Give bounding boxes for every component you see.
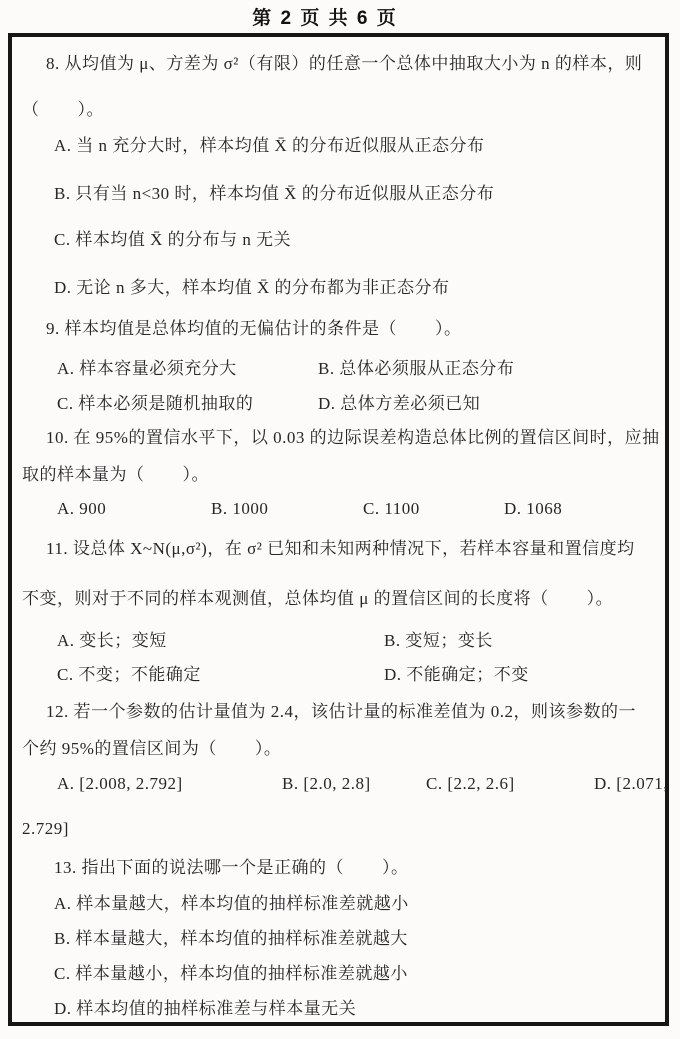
question-12-options-row bbox=[12, 772, 668, 796]
question-9-stem: 9. 样本均值是总体均值的无偏估计的条件是（ ）。 bbox=[46, 319, 462, 338]
question-9-option-b: B. 总体必须服从正态分布 bbox=[318, 359, 515, 378]
exam-frame-border bbox=[8, 33, 669, 1026]
question-11-option-d: D. 不能确定；不变 bbox=[384, 665, 529, 684]
question-12-stem-line-1: 12. 若一个参数的估计量值为 2.4，该估计量的标准差值为 0.2，则该参数的一 bbox=[46, 702, 636, 721]
question-10-options-row bbox=[12, 497, 665, 521]
question-10-option-b: B. 1000 bbox=[211, 499, 269, 518]
question-11-option-b: B. 变短；变长 bbox=[384, 631, 493, 650]
question-10-option-a: A. 900 bbox=[57, 499, 107, 518]
page-number-header: 第 2 页 共 6 页 bbox=[252, 8, 398, 29]
question-10-option-d: D. 1068 bbox=[504, 499, 563, 518]
question-10-option-c: C. 1100 bbox=[363, 499, 420, 518]
question-12-stem-line-2: 个约 95%的置信区间为（ ）。 bbox=[22, 739, 282, 758]
question-11-stem-line-1: 11. 设总体 X~N(μ,σ²)，在 σ² 已知和未知两种情况下，若样本容量和置信度均 bbox=[46, 539, 635, 558]
question-8-option-b: B. 只有当 n<30 时，样本均值 X̄ 的分布近似服从正态分布 bbox=[54, 184, 495, 203]
question-9-options-row-1 bbox=[12, 357, 665, 381]
question-13-option-b: B. 样本量越大，样本均值的抽样标准差就越大 bbox=[54, 929, 408, 948]
question-8-option-a: A. 当 n 充分大时，样本均值 X̄ 的分布近似服从正态分布 bbox=[54, 136, 485, 155]
question-12-option-b: B. [2.0, 2.8] bbox=[282, 774, 371, 793]
question-13-stem: 13. 指出下面的说法哪一个是正确的（ ）。 bbox=[54, 858, 409, 877]
question-8-stem-line-2: （ ）。 bbox=[22, 100, 104, 119]
question-13-option-c: C. 样本量越小，样本均值的抽样标准差就越小 bbox=[54, 964, 408, 983]
question-11-stem-line-2: 不变，则对于不同的样本观测值，总体均值 μ 的置信区间的长度将（ ）。 bbox=[22, 589, 614, 608]
question-8-option-c: C. 样本均值 X̄ 的分布与 n 无关 bbox=[54, 230, 292, 249]
question-12-option-d-part-2: 2.729] bbox=[22, 819, 69, 838]
question-11-option-c: C. 不变；不能确定 bbox=[57, 665, 201, 684]
question-12-option-c: C. [2.2, 2.6] bbox=[426, 774, 515, 793]
exam-content bbox=[12, 52, 668, 1037]
question-8-option-d: D. 无论 n 多大，样本均值 X̄ 的分布都为非正态分布 bbox=[54, 278, 450, 297]
question-12-option-d-part-1: D. [2.071, bbox=[594, 774, 668, 793]
question-9-option-d: D. 总体方差必须已知 bbox=[318, 394, 481, 413]
question-10-stem-line-2: 取的样本量为（ ）。 bbox=[22, 465, 209, 484]
question-13-option-a: A. 样本量越大，样本均值的抽样标准差就越小 bbox=[54, 894, 409, 913]
question-8-stem-line-1: 8. 从均值为 μ、方差为 σ²（有限）的任意一个总体中抽取大小为 n 的样本，则 bbox=[46, 54, 643, 73]
question-11-option-a: A. 变长；变短 bbox=[57, 631, 167, 650]
question-10-stem-line-1: 10. 在 95%的置信水平下，以 0.03 的边际误差构造总体比例的置信区间时，应抽 bbox=[46, 428, 660, 447]
question-9-option-a: A. 样本容量必须充分大 bbox=[57, 359, 237, 378]
question-12-option-a: A. [2.008, 2.792] bbox=[57, 774, 183, 793]
question-11-options-row-1 bbox=[12, 629, 665, 653]
question-9-options-row-2 bbox=[12, 392, 665, 416]
question-9-option-c: C. 样本必须是随机抽取的 bbox=[57, 394, 254, 413]
question-13-option-d: D. 样本均值的抽样标准差与样本量无关 bbox=[54, 999, 357, 1018]
question-11-options-row-2 bbox=[12, 663, 665, 687]
